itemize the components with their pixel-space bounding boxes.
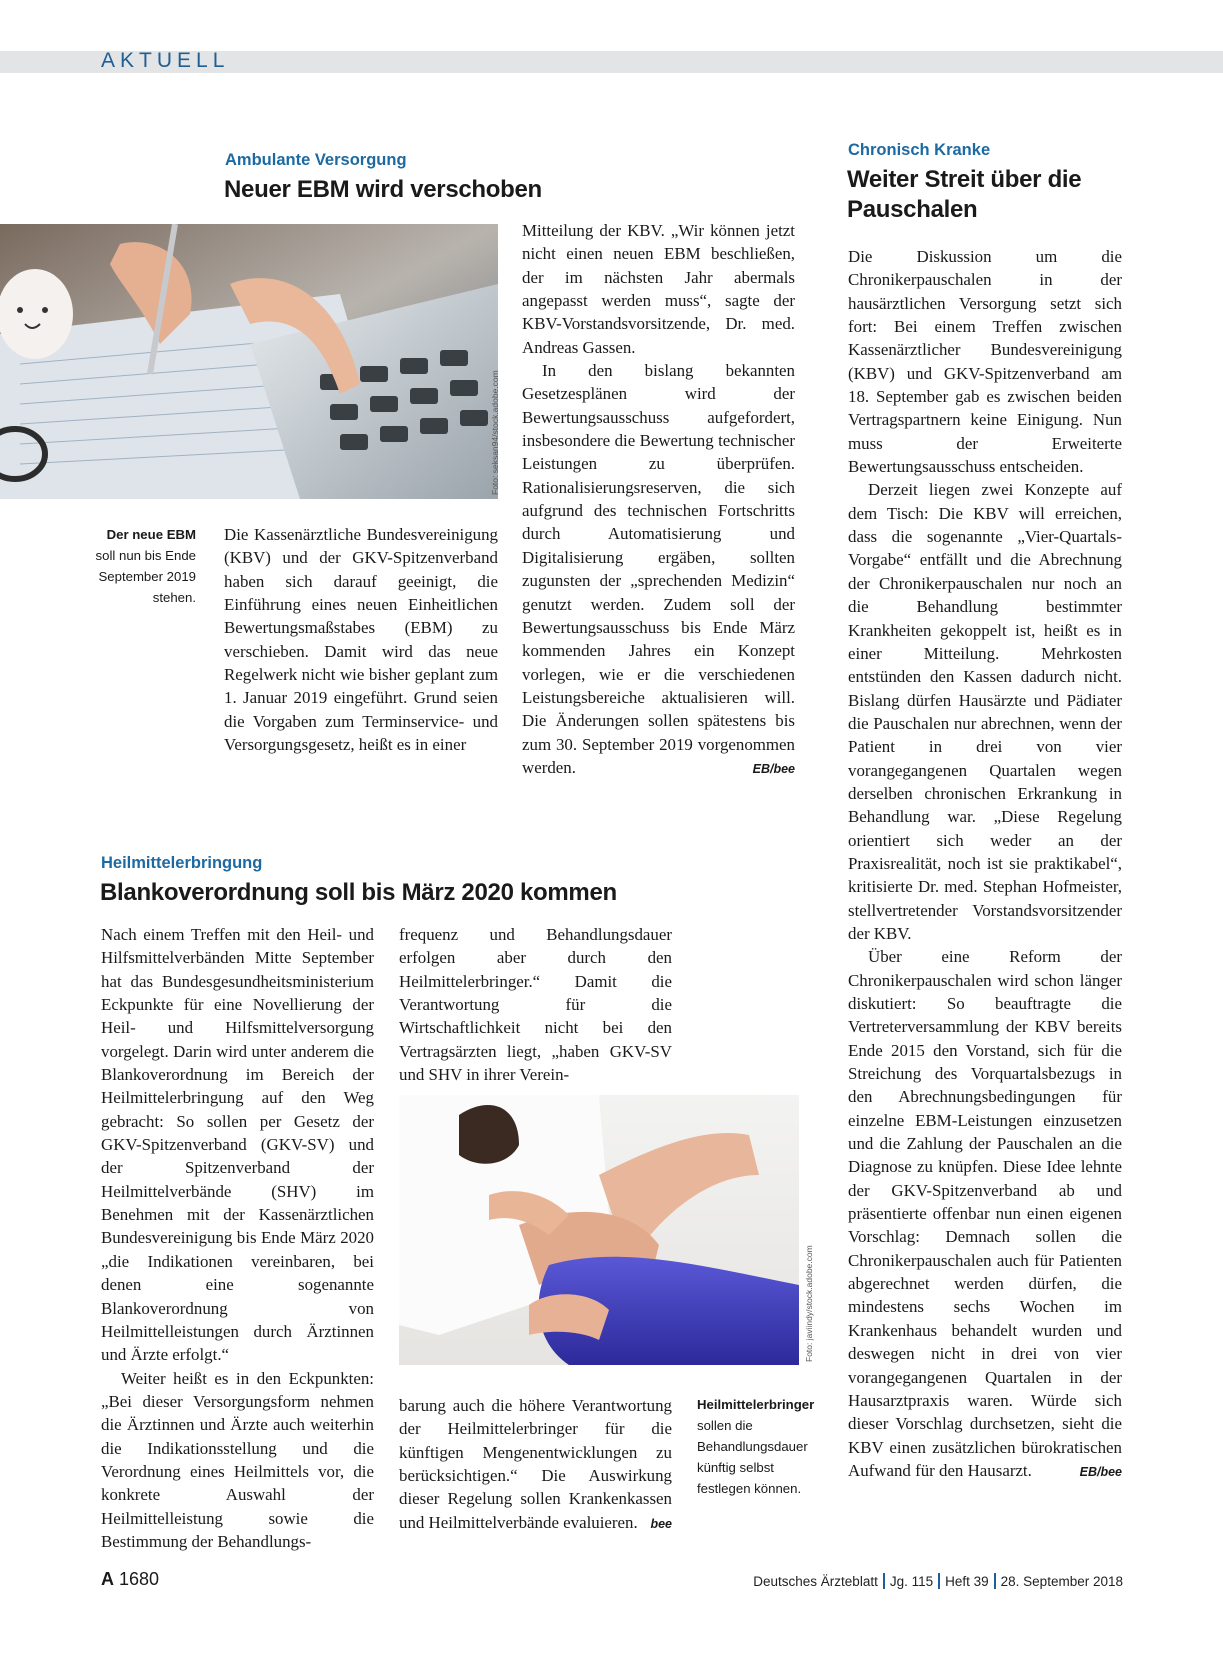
article1-caption-text: soll nun bis Ende September 2019 stehen. — [95, 548, 196, 605]
footer-separator — [883, 1573, 885, 1589]
journal-volume: Jg. 115 — [889, 1574, 934, 1589]
article2-column-2-bottom — [399, 1394, 672, 1534]
article2-paragraph: Nach einem Treffen mit den Heil- und Hilfsmittelverbänden Mitte September hat das Bundesgesundheitsministerium Eckpunkte für eine Novellierung der Heil- und Hilfsmittelversorgung vorgelegt. Darin wird unter anderem die Blankoverordnung im Bereich der Heilmittelerbringung auf den Weg gebracht: So sollen per Gesetz der GKV-Spitzenverband (GKV-SV) und der Spitzenverband der Heilmittelverbände (SHV) im Benehmen mit der Kassenärztlichen Bundesvereinigung bis Ende März 2020 „die Indikationen vereinbaren, bei denen eine sogenannte Blankoverordnung von Heilmittelleistungen durch Ärztinnen und Ärzte erfolgt.“ — [101, 925, 374, 1365]
article1-headline: Neuer EBM wird verschoben — [224, 176, 542, 203]
journal-issue: Heft 39 — [945, 1574, 989, 1589]
article2-column-2-top — [399, 923, 672, 1086]
article2-photo-therapy — [399, 1095, 799, 1365]
article1-signature: EB/bee — [752, 762, 795, 777]
article2-column-1 — [101, 923, 374, 1553]
journal-date: 28. September 2018 — [1000, 1574, 1123, 1589]
journal-info — [753, 1573, 1123, 1589]
article1-caption — [84, 524, 196, 608]
article1-column-1 — [224, 523, 498, 756]
article3-signature: EB/bee — [1079, 1465, 1122, 1480]
section-label: AKTUELL — [101, 49, 230, 72]
article2-caption-text: sollen die Behandlungsdauer künftig selbst festlegen können. — [697, 1418, 808, 1496]
article3-paragraph: Die Diskussion um die Chronikerpauschalen in der hausärztlichen Versorgung setzt sich fort: Bei einem Treffen zwischen Kassenärztlicher Bundesvereinigung (KBV) und GKV-Spitzenverband am 18. September gab es zwischen beiden Vertragspartnern keine Einigung. Nun muss der Erweiterte Bewertungsausschuss entscheiden. — [848, 247, 1122, 477]
article3-paragraph: Derzeit liegen zwei Konzepte auf dem Tisch: Die KBV will erreichen, dass die sogenannte „Vier-Quartals-Vorgabe“ entfällt und die Abrechnung der Chronikerpauschalen nur noch an die Behandlung bestimmter Krankheiten gekoppelt ist, heißt es in einer Mitteilung. Mehrkosten entstünden den Kassen dadurch nicht. Bislang dürfen Hausärzte und Pädiater die Pauschalen nur abrechnen, wenn der Patient in drei von vier vorangegangenen Quartalen wegen derselben chronischen Erkrankung in Behandlung war. „Diese Regelung orientiert sich weder an der Praxisrealität, noch ist sie praktikabel“, kritisierte Dr. med. Stephan Hofmeister, stellvertretender Vorstandsvorsitzender der KBV. — [848, 480, 1122, 943]
article1-caption-bold: Der neue EBM — [106, 527, 196, 542]
article1-kicker: Ambulante Versorgung — [225, 151, 407, 169]
article1-photo-calculator — [0, 224, 498, 499]
page-number-value: 1680 — [119, 1569, 160, 1589]
article1-paragraph: In den bislang bekannten Gesetzesplänen wird der Bewertungsausschuss aufgefordert, insbesondere die Bewertung technischer Leistungen zu überprüfen. Rationalisierungsreserven, die sich aufgrund des technischen Fortschritts durch Automatisierung und Digitalisierung ergäben, sollten zugunsten der „sprechenden Medizin“ genutzt werden. Zudem soll der Bewertungsausschuss bis Ende März kommenden Jahres ein Konzept vorlegen, wie er die verschiedenen Leistungsbereiche aktualisieren will. Die Änderungen sollen spätestens bis zum 30. September 2019 vorgenommen werden. — [522, 361, 795, 777]
article3-kicker: Chronisch Kranke — [848, 141, 991, 159]
footer-separator — [994, 1573, 996, 1589]
article2-signature: bee — [650, 1517, 672, 1532]
article2-photo-credit: Foto: javiindy/stock.adobe.com — [804, 1245, 814, 1362]
footer-separator — [938, 1573, 940, 1589]
article2-caption — [697, 1394, 815, 1499]
article2-kicker: Heilmittelerbringung — [101, 854, 263, 872]
article2-caption-bold: Heilmittelerbringer — [697, 1397, 815, 1412]
article3-column — [848, 245, 1122, 1482]
article1-paragraph: Die Kassenärztliche Bundesvereinigung (KBV) und der GKV-Spitzenverband haben sich darauf geeinigt, die Einführung eines neuen Einheitlichen Bewertungsmaßstabes (EBM) zu verschieben. Damit wird das neue Regelwerk nicht wie bisher geplant zum 1. Januar 2019 eingeführt. Grund seien die Vorgaben zum Terminservice- und Versorgungsgesetz, heißt es in einer — [224, 525, 498, 755]
journal-name: Deutsches Ärzteblatt — [753, 1574, 878, 1589]
article2-headline: Blankoverordnung soll bis März 2020 kommen — [100, 879, 617, 906]
article1-photo-credit: Foto: seksan94/stock.adobe.com — [490, 370, 500, 495]
article3-paragraph: Über eine Reform der Chronikerpauschalen wird schon länger diskutiert: So beauftragte die Vertreterversammlung der KBV bereits Ende 2015 den Vorstand, sich für die Streichung des Vorquartalsbezugs in den Abrechnungsbedingungen für einzelne EBM-Leistungen einzusetzen und die Zahlung der Pauschalen an die Diagnose zu knüpfen. Diese Idee lehnte der GKV-Spitzenverband ab und präsentierte offenbar nun einen eigenen Vorschlag: Demnach sollen die Chronikerpauschalen auch für Patienten abgerechnet werden dürfen, die mindestens sechs Wochen im Krankenhaus behandelt wurden und deswegen nicht in drei von vier vorangegangenen Quartalen in der Hausarztpraxis waren. Würde sich dieser Vorschlag durchsetzen, sieht die KBV einen zusätzlichen bürokratischen Aufwand für den Hausarzt. — [848, 947, 1122, 1480]
page-letter: A — [101, 1569, 114, 1589]
article2-paragraph: Weiter heißt es in den Eckpunkten: „Bei dieser Versorgungsform nehmen die Ärztinnen und Ärzte auch weiterhin die Indikationsstellung und die Verordnung eines Heilmittels vor, die konkrete Auswahl der Heilmittelleistung sowie die Bestimmung der Behandlungs- — [101, 1368, 374, 1551]
article3-headline: Weiter Streit über die Pauschalen — [847, 166, 1082, 223]
article1-paragraph: Mitteilung der KBV. „Wir können jetzt nicht einen neuen EBM beschließen, der im nächsten Jahr abermals angepasst werden muss“, sagte der KBV-Vorstandsvorsitzende, Dr. med. Andreas Gassen. — [522, 221, 795, 357]
article2-paragraph: frequenz und Behandlungsdauer erfolgen aber durch den Heilmittelerbringer.“ Damit die Verantwortung für die Wirtschaftlichkeit nicht bei den Vertragsärzten liegt, „haben GKV-SV und SHV in ihrer Verein- — [399, 925, 672, 1085]
page-number — [101, 1569, 159, 1590]
article1-column-2 — [522, 219, 795, 779]
article2-paragraph: barung auch die höhere Verantwortung der Heilmittelerbringer für die künftigen Mengenentwicklungen zu berücksichtigen.“ Die Auswirkung dieser Regelung sollen Krankenkassen und Heilmittelverbände evaluieren. — [399, 1396, 672, 1532]
